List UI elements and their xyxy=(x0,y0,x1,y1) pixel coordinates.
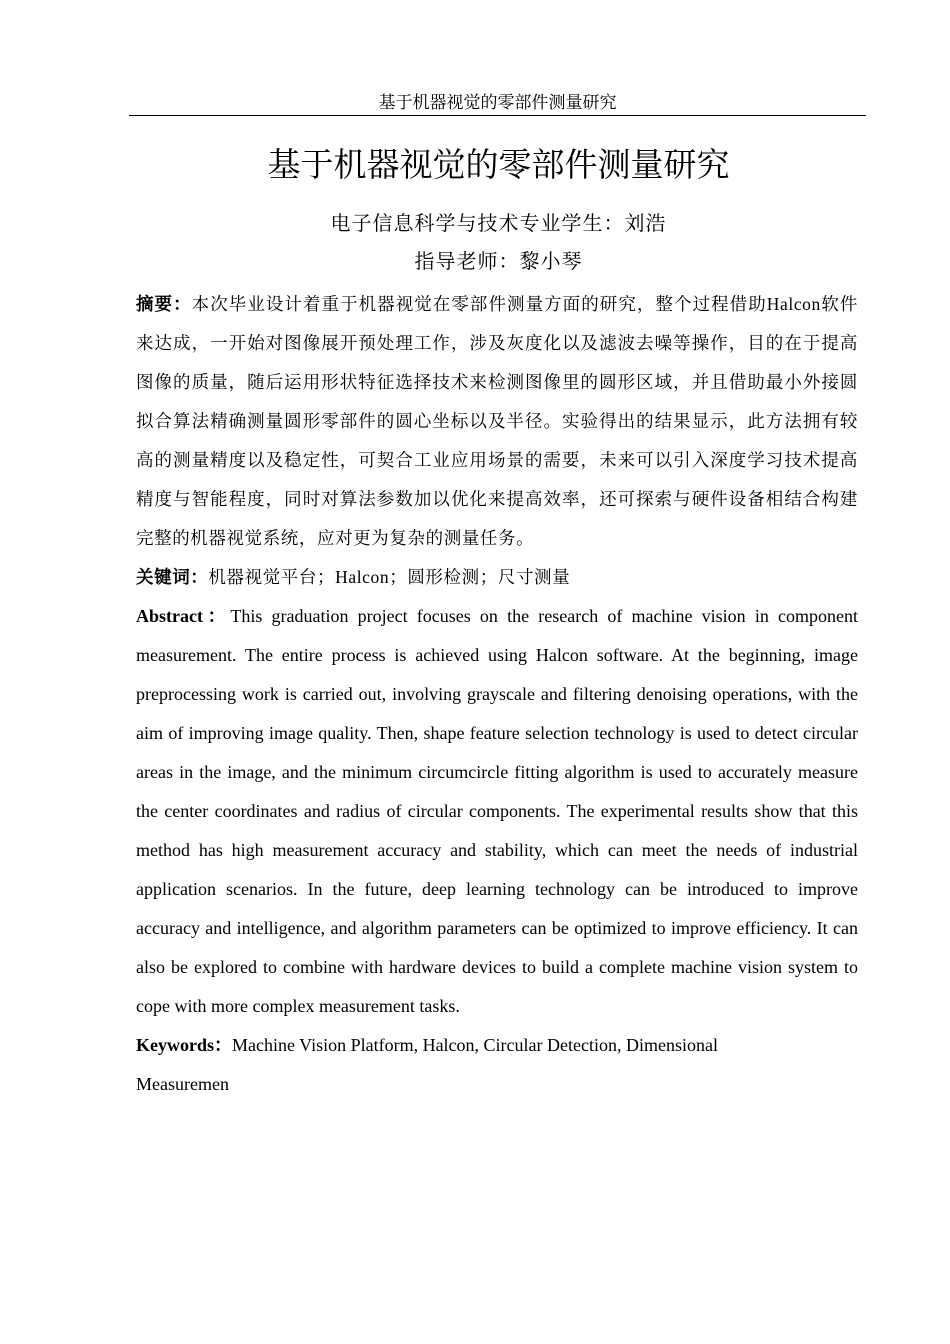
keywords-cn xyxy=(136,558,858,597)
abstract-cn-label: 摘要： xyxy=(136,294,192,314)
document-body xyxy=(136,285,858,1104)
keywords-en-label: Keywords： xyxy=(136,1035,232,1055)
abstract-en-text: This graduation project focuses on the research of machine vision in component measurement. The entire process is achieved using Halcon software. At the beginning, image preprocessing work is carried out, involving grayscale and filtering denoising operations, with the aim of improving image quality. Then, shape feature selection technology is used to detect circular areas in the image, and the minimum circumcircle fitting algorithm is used to accurately measure the center coordinates and radius of circular components. The experimental results show that this method has high measurement accuracy and stability, which can meet the needs of industrial application scenarios. In the future, deep learning technology can be introduced to improve accuracy and intelligence, and algorithm parameters can be optimized to improve efficiency. It can also be explored to combine with hardware devices to build a complete machine vision system to cope with more complex measurement tasks. xyxy=(136,606,859,1016)
advisor-line: 指导老师：黎小琴 xyxy=(414,251,583,273)
keywords-cn-label: 关键词： xyxy=(136,567,209,587)
abstract-cn-text: 本次毕业设计着重于机器视觉在零部件测量方面的研究，整个过程借助Halcon软件来达成，一开始对图像展开预处理工作，涉及灰度化以及滤波去噪等操作，目的在于提高图像的质量，随后运用形状特征选择技术来检测图像里的圆形区域，并且借助最小外接圆拟合算法精确测量圆形零部件的圆心坐标以及半径。实验得出的结果显示，此方法拥有较高的测量精度以及稳定性，可契合工业应用场景的需要，未来可以引入深度学习技术提高精度与智能程度，同时对算法参数加以优化来提高效率，还可探索与硬件设备相结合构建完整的机器视觉系统，应对更为复杂的测量任务。 xyxy=(136,294,858,548)
abstract-cn xyxy=(136,285,858,558)
running-header: 基于机器视觉的零部件测量研究 xyxy=(378,93,617,112)
header-rule xyxy=(129,115,866,116)
page-title: 基于机器视觉的零部件测量研究 xyxy=(267,145,730,184)
abstract-en xyxy=(136,597,858,1026)
keywords-en xyxy=(136,1026,858,1104)
abstract-en-label: Abstract： xyxy=(136,606,231,626)
keywords-en-line1: Machine Vision Platform, Halcon, Circular Detection, Dimensional xyxy=(232,1035,718,1055)
author-line: 电子信息科学与技术专业学生：刘浩 xyxy=(330,213,667,235)
keywords-cn-text: 机器视觉平台；Halcon；圆形检测；尺寸测量 xyxy=(208,567,571,587)
keywords-en-line2: Measuremen xyxy=(136,1074,229,1094)
